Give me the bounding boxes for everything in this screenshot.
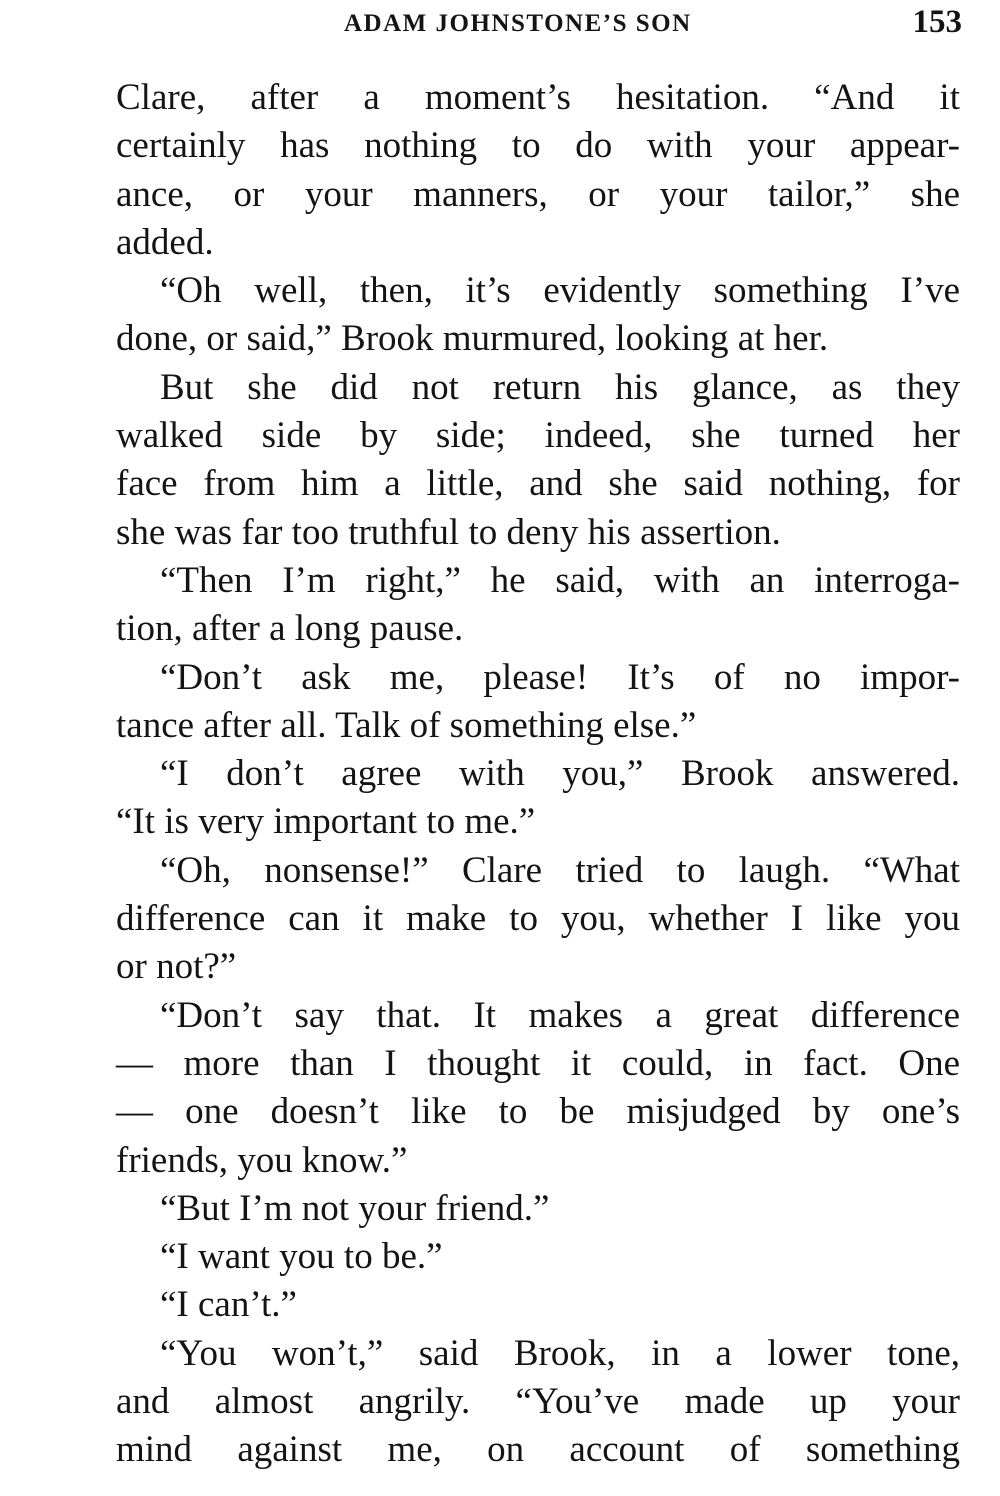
text-line: tion, after a long pause. <box>116 608 464 650</box>
text-line: she was far too truthful to deny his assertion. <box>116 511 781 553</box>
body-text <box>116 74 960 1475</box>
text-line: difference can it make to you, whether I like you <box>116 898 960 940</box>
text-line: friends, you know.” <box>116 1139 408 1181</box>
text-line: face from him a little, and she said nothing, for <box>116 463 960 505</box>
text-line: “I want you to be.” <box>160 1236 443 1278</box>
text-line: — more than I thought it could, in fact. One <box>116 1042 960 1084</box>
text-line: — one doesn’t like to be misjudged by one’s <box>116 1091 960 1133</box>
text-line: “It is very important to me.” <box>116 801 536 843</box>
text-line: Clare, after a moment’s hesitation. “And it <box>116 77 960 118</box>
page-number: 153 <box>912 4 962 40</box>
text-line: “I can’t.” <box>160 1284 297 1326</box>
running-title: ADAM JOHNSTONE’S SON <box>344 10 692 37</box>
text-line: “You won’t,” said Brook, in a lower tone, <box>160 1332 960 1374</box>
text-line: done, or said,” Brook murmured, looking at her. <box>116 318 829 360</box>
text-line: and almost angrily. “You’ve made up your <box>116 1381 960 1423</box>
text-line: tance after all. Talk of something else.” <box>116 704 697 746</box>
text-line: certainly has nothing to do with your appear- <box>116 125 960 167</box>
text-line: “Then I’m right,” he said, with an interroga- <box>160 559 960 601</box>
text-line: walked side by side; indeed, she turned her <box>116 415 960 457</box>
text-line: or not?” <box>116 946 237 988</box>
text-line: ance, or your manners, or your tailor,” she <box>116 173 960 215</box>
text-line: added. <box>116 221 214 263</box>
text-line: “Oh well, then, it’s evidently something I’ve <box>160 270 960 312</box>
running-head <box>116 4 962 44</box>
text-line: “Oh, nonsense!” Clare tried to laugh. “What <box>160 849 960 891</box>
text-line: “I don’t agree with you,” Brook answered. <box>160 753 960 795</box>
text-line: “But I’m not your friend.” <box>160 1187 550 1229</box>
text-line: mind against me, on account of something <box>116 1429 960 1471</box>
text-line: But she did not return his glance, as they <box>160 366 960 408</box>
text-line: “Don’t say that. It makes a great difference <box>160 994 960 1036</box>
text-line: “Don’t ask me, please! It’s of no impor- <box>160 656 960 698</box>
